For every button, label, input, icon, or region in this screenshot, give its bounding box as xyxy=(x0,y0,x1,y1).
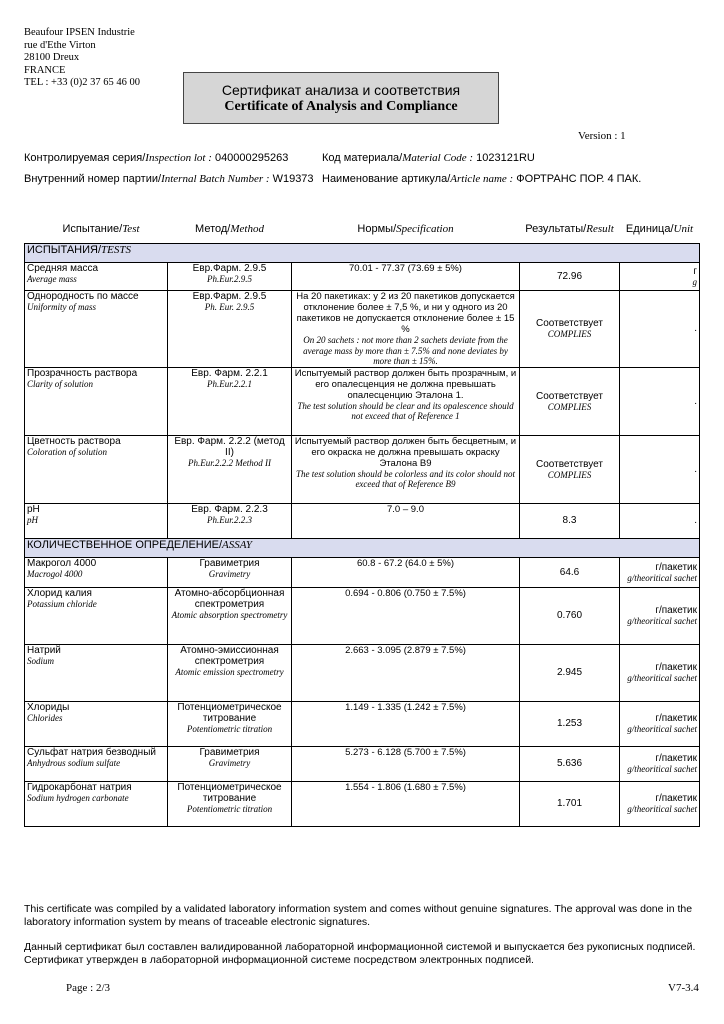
unit-cell xyxy=(620,263,700,291)
unit-en: g/theoritical sachet xyxy=(627,572,697,583)
table-row xyxy=(25,587,700,644)
company-address xyxy=(24,27,140,90)
result-en: COMPLIES xyxy=(547,469,592,480)
result-cell xyxy=(520,781,620,826)
specification-ru: 70.01 - 77.37 (73.69 ± 5%) xyxy=(349,263,462,274)
article-value: ФОРТРАНС ПОР. 4 ПАК. xyxy=(513,173,642,185)
method-cell xyxy=(168,263,292,291)
test-name-cell xyxy=(25,644,168,701)
method-en: Gravimetry xyxy=(208,757,251,768)
test-name-ru: Сульфат натрия безводный xyxy=(27,746,156,758)
unit-ru: г/пакетик xyxy=(655,561,697,573)
page-number: Page : 2/3 xyxy=(66,982,110,994)
test-name-cell xyxy=(25,701,168,746)
specification-cell xyxy=(292,367,520,435)
lot-value: 040000295263 xyxy=(211,152,289,164)
result-cell xyxy=(520,701,620,746)
unit-ru: . xyxy=(694,323,697,335)
test-name-ru: Макрогол 4000 xyxy=(27,557,97,569)
table-row xyxy=(25,263,700,291)
unit-cell xyxy=(620,587,700,644)
unit-en: g xyxy=(692,277,697,287)
specification-cell xyxy=(292,701,520,746)
document-version-code: V7-3.4 xyxy=(668,982,699,994)
section-row-assay xyxy=(25,538,700,557)
test-name-en: pH xyxy=(27,514,38,525)
result-cell xyxy=(520,503,620,538)
specification-ru: 1.554 - 1.806 (1.680 ± 7.5%) xyxy=(345,781,466,793)
version-label: Version : 1 xyxy=(578,130,626,142)
test-name-cell xyxy=(25,587,168,644)
specification-cell xyxy=(292,557,520,587)
unit-ru: г/пакетик xyxy=(655,662,697,673)
test-name-en: Chlorides xyxy=(27,712,63,723)
method-cell xyxy=(168,367,292,435)
specification-en: On 20 sachets : not more than 2 sachets deviate from the average mass by more than ± 7.5% and none deviates by more than ± 15%. xyxy=(303,335,508,366)
specification-ru: На 20 пакетиках: у 2 из 20 пакетиков допускается отклонение более ± 7,5 %, и ни у одного из 20 пакетиков не допускается отклонение более ± 15 % xyxy=(296,291,515,335)
specification-cell xyxy=(292,503,520,538)
method-cell xyxy=(168,587,292,644)
method-en: Gravimetry xyxy=(208,568,251,579)
unit-en: g/theoritical sachet xyxy=(627,616,697,626)
specification-ru: 0.694 - 0.806 (0.750 ± 7.5%) xyxy=(345,587,466,599)
section-row-tests xyxy=(25,244,700,263)
unit-ru: . xyxy=(694,395,697,407)
test-name-en: Anhydrous sodium sulfate xyxy=(27,757,121,768)
unit-cell xyxy=(620,503,700,538)
test-name-en: Macrogol 4000 xyxy=(27,568,83,579)
unit-cell xyxy=(620,781,700,826)
test-name-ru: Прозрачность раствора xyxy=(27,367,138,379)
test-name-cell xyxy=(25,746,168,781)
method-en: Atomic emission spectrometry xyxy=(175,666,284,677)
results-table xyxy=(24,215,700,827)
unit-cell xyxy=(620,435,700,503)
test-name-en: Sodium xyxy=(27,655,54,666)
batch-value: W19373 xyxy=(269,173,314,185)
specification-cell xyxy=(292,781,520,826)
method-cell xyxy=(168,781,292,826)
result-ru: Соответствует xyxy=(536,318,603,330)
specification-cell xyxy=(292,587,520,644)
unit-cell xyxy=(620,701,700,746)
method-ru: Атомно-абсорбционная спектрометрия xyxy=(174,587,285,610)
table-row xyxy=(25,435,700,503)
test-name-cell xyxy=(25,263,168,291)
test-name-en: Coloration of solution xyxy=(27,446,108,457)
method-en: Ph.Eur.2.2.1 xyxy=(207,378,252,389)
result-cell xyxy=(520,291,620,368)
header-specification: Нормы/Specification xyxy=(292,215,520,244)
test-name-cell xyxy=(25,781,168,826)
specification-ru: 2.663 - 3.095 (2.879 ± 7.5%) xyxy=(345,644,466,656)
unit-ru: . xyxy=(694,463,697,475)
test-name-cell xyxy=(25,367,168,435)
result-en: COMPLIES xyxy=(547,401,592,412)
method-ru: Атомно-эмиссионная спектрометрия xyxy=(180,644,279,667)
batch-label-en: Internal Batch Number : xyxy=(161,173,270,185)
test-name-ru: Средняя масса xyxy=(27,263,99,274)
specification-ru: 60.8 - 67.2 (64.0 ± 5%) xyxy=(356,557,455,569)
test-name-en: Clarity of solution xyxy=(27,378,94,389)
material-value: 1023121RU xyxy=(473,152,535,164)
company-line: TEL : +33 (0)2 37 65 46 00 xyxy=(24,77,141,88)
unit-en: g/theoritical sachet xyxy=(627,804,697,814)
article-label-en: Article name : xyxy=(450,173,514,185)
method-en: Ph.Eur.2.2.2 Method II xyxy=(188,457,271,468)
specification-ru: Испытуемый раствор должен быть бесцветным, и его окраска не должна превышать окраску Эталона B9 xyxy=(294,435,517,469)
result-cell xyxy=(520,557,620,587)
result-cell xyxy=(520,367,620,435)
result-ru: 64.6 xyxy=(559,566,580,578)
unit-ru: . xyxy=(694,515,697,526)
method-cell xyxy=(168,291,292,368)
method-cell xyxy=(168,644,292,701)
table-row xyxy=(25,557,700,587)
title-en: Certificate of Analysis and Compliance xyxy=(224,99,458,114)
footer-note-ru: Данный сертификат был составлен валидированной лабораторной информационной системой и выпускается без рукописных подписей. Сертификат утвержден в лабораторной информационной системе посредством электронных подписей. xyxy=(24,941,696,966)
tests-body xyxy=(25,244,700,539)
result-ru: 8.3 xyxy=(562,515,577,526)
result-ru: 1.701 xyxy=(556,798,583,809)
result-cell xyxy=(520,263,620,291)
test-name-ru: Хлориды xyxy=(27,701,70,713)
inspection-lot xyxy=(24,152,288,164)
method-ru: Евр.Фарм. 2.9.5 xyxy=(192,263,267,274)
test-name-ru: pH xyxy=(27,503,40,515)
method-ru: Гравиметрия xyxy=(199,557,260,569)
method-ru: Гравиметрия xyxy=(199,746,260,758)
specification-cell xyxy=(292,263,520,291)
material-label-en: Material Code : xyxy=(402,152,474,164)
test-name-ru: Гидрокарбонат натрия xyxy=(27,781,132,793)
title-ru: Сертификат анализа и соответствия xyxy=(221,82,461,98)
test-name-cell xyxy=(25,435,168,503)
method-en: Atomic absorption spectrometry xyxy=(171,609,288,620)
section-title: КОЛИЧЕСТВЕННОЕ ОПРЕДЕЛЕНИЕ/ASSAY xyxy=(25,538,700,557)
material-label-ru: Код материала/ xyxy=(322,152,403,164)
method-ru: Потенциометрическое титрование xyxy=(177,701,282,724)
lot-label-ru: Контролируемая серия/ xyxy=(24,152,146,164)
specification-ru: 5.273 - 6.128 (5.700 ± 7.5%) xyxy=(345,746,466,758)
method-cell xyxy=(168,701,292,746)
method-ru: Евр. Фарм. 2.2.3 xyxy=(191,503,268,515)
footer-note-en: This certificate was compiled by a validated laboratory information system and comes without genuine signatures. The approval was done in the laboratory information system by means of traceable electronic signatures. xyxy=(24,903,693,928)
unit-ru: г/пакетик xyxy=(655,605,697,616)
specification-cell xyxy=(292,291,520,368)
specification-ru: 7.0 – 9.0 xyxy=(387,503,424,515)
certificate-title-box xyxy=(183,72,499,124)
result-ru: 72.96 xyxy=(556,271,583,282)
test-name-cell xyxy=(25,291,168,368)
method-ru: Евр. Фарм. 2.2.1 xyxy=(191,367,268,379)
specification-en: The test solution should be colorless and its color should not exceed that of Reference B9 xyxy=(295,468,515,489)
method-ru: Евр.Фарм. 2.9.5 xyxy=(192,291,267,302)
assay-body xyxy=(25,538,700,826)
result-ru: Соответствует xyxy=(536,390,603,402)
section-title: ИСПЫТАНИЯ/TESTS xyxy=(25,244,700,263)
specification-en: The test solution should be clear and its opalescence should not exceed that of Reference 1 xyxy=(297,400,514,421)
table-row xyxy=(25,291,700,368)
result-ru: 0.760 xyxy=(556,610,583,621)
method-ru: Евр. Фарм. 2.2.2 (метод II) xyxy=(174,435,285,458)
method-en: Ph.Eur.2.2.3 xyxy=(207,514,252,525)
result-en: COMPLIES xyxy=(547,329,592,340)
result-cell xyxy=(520,435,620,503)
specification-cell xyxy=(292,746,520,781)
company-line: rue d'Ethe Virton xyxy=(24,39,96,51)
unit-cell xyxy=(620,644,700,701)
result-cell xyxy=(520,644,620,701)
unit-ru: г xyxy=(693,266,697,277)
method-ru: Потенциометрическое титрование xyxy=(177,781,282,804)
header-unit: Единица/Unit xyxy=(620,215,700,244)
result-cell xyxy=(520,587,620,644)
result-ru: 5.636 xyxy=(556,758,583,769)
test-name-cell xyxy=(25,503,168,538)
method-en: Ph. Eur. 2.9.5 xyxy=(204,302,255,312)
table-row xyxy=(25,503,700,538)
company-line: FRANCE xyxy=(24,64,66,76)
table-row xyxy=(25,367,700,435)
material-code xyxy=(322,152,535,164)
specification-cell xyxy=(292,435,520,503)
unit-en: g/theoritical sachet xyxy=(627,764,697,774)
method-en: Ph.Eur.2.9.5 xyxy=(207,274,252,284)
unit-en: g/theoritical sachet xyxy=(627,673,697,683)
header-method: Метод/Method xyxy=(168,215,292,244)
specification-ru: Испытуемый раствор должен быть прозрачным, и его опалесценция не должна превышать опалесценцию Эталона 1. xyxy=(294,367,517,401)
company-line: Beaufour IPSEN Industrie xyxy=(24,27,135,38)
specification-cell xyxy=(292,644,520,701)
result-cell xyxy=(520,746,620,781)
test-name-cell xyxy=(25,557,168,587)
unit-ru: г/пакетик xyxy=(655,793,697,804)
batch-label-ru: Внутренний номер партии/ xyxy=(24,173,162,185)
table-row xyxy=(25,781,700,826)
article-name xyxy=(322,173,641,185)
article-label-ru: Наименование артикула/ xyxy=(322,173,451,185)
result-ru: 2.945 xyxy=(556,667,583,678)
unit-cell xyxy=(620,367,700,435)
test-name-ru: Цветность раствора xyxy=(27,435,121,447)
company-line: 28100 Dreux xyxy=(24,52,80,63)
method-cell xyxy=(168,435,292,503)
test-name-ru: Хлорид калия xyxy=(27,587,92,599)
unit-cell xyxy=(620,291,700,368)
internal-batch xyxy=(24,173,314,185)
table-header-row xyxy=(25,215,700,244)
method-cell xyxy=(168,557,292,587)
test-name-ru: Однородность по массе xyxy=(27,291,139,302)
result-ru: 1.253 xyxy=(556,718,583,729)
method-en: Potentiometric titration xyxy=(186,723,273,734)
unit-en: g/theoritical sachet xyxy=(627,724,697,734)
header-test: Испытание/Test xyxy=(25,215,168,244)
specification-ru: 1.149 - 1.335 (1.242 ± 7.5%) xyxy=(345,701,466,713)
table-row xyxy=(25,644,700,701)
test-name-en: Average mass xyxy=(27,274,77,284)
unit-cell xyxy=(620,557,700,587)
table-row xyxy=(25,746,700,781)
table-row xyxy=(25,701,700,746)
test-name-en: Uniformity of mass xyxy=(27,302,97,312)
unit-ru: г/пакетик xyxy=(655,713,697,724)
result-ru: Соответствует xyxy=(536,458,603,470)
test-name-ru: Натрий xyxy=(27,644,61,656)
method-cell xyxy=(168,746,292,781)
lot-label-en: Inspection lot : xyxy=(145,152,212,164)
test-name-en: Potassium chloride xyxy=(27,598,97,609)
unit-cell xyxy=(620,746,700,781)
test-name-en: Sodium hydrogen carbonate xyxy=(27,792,129,803)
unit-ru: г/пакетик xyxy=(655,753,697,764)
header-result: Результаты/Result xyxy=(520,215,620,244)
method-en: Potentiometric titration xyxy=(186,803,273,814)
method-cell xyxy=(168,503,292,538)
